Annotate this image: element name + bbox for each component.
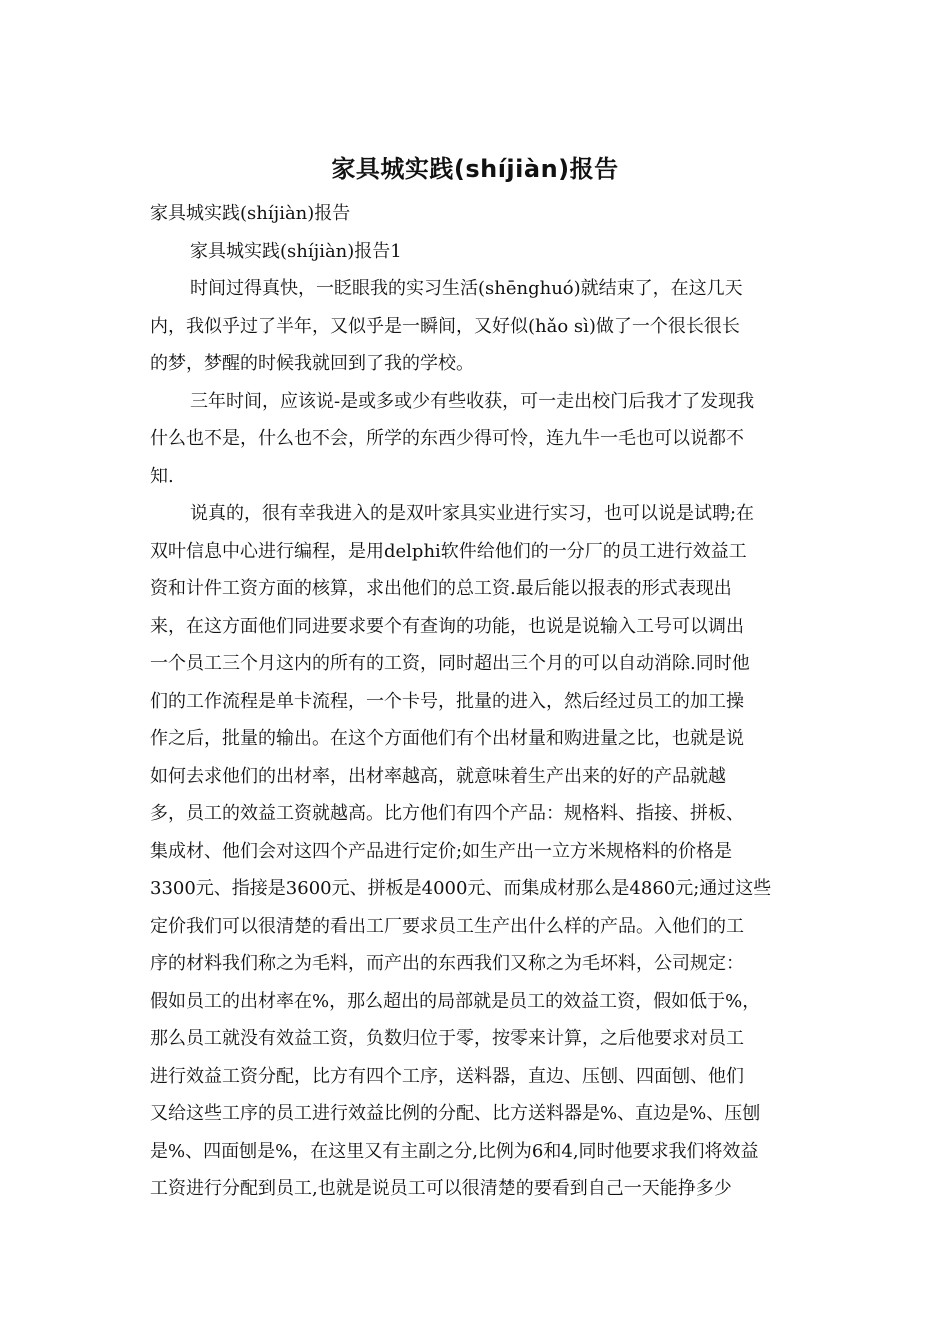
text-line: 时间过得真快，一眨眼我的实习生活(shēnghuó)就结束了，在这几天 [190, 278, 743, 299]
text-line: 假如员工的出材率在%，那么超出的局部就是员工的效益工资，假如低于%， [150, 990, 761, 1012]
text-line: 资和计件工资方面的核算，求出他们的总工资.最后能以报表的形式表现出 [150, 578, 732, 599]
text-line: 什么也不是，什么也不会，所学的东西少得可怜，连九牛一毛也可以说都不 [150, 428, 744, 449]
text-line: 双叶信息中心进行编程，是用delphi软件给他们的一分厂的员工进行效益工 [150, 540, 747, 562]
text-line: 那么员工就没有效益工资，负数归位于零，按零来计算，之后他要求对员工 [150, 1028, 744, 1049]
text-line: 知. [150, 465, 174, 487]
text-line: 3300元、指接是3600元、拼板是4000元、而集成材那么是4860元;通过这些 [150, 878, 772, 899]
text-line: 如何去求他们的出材率，出材率越高，就意味着生产出来的好的产品就越 [150, 765, 726, 787]
text-line: 家具城实践(shíjiàn)报告 [150, 203, 351, 224]
text-line: 说真的，很有幸我进入的是双叶家具实业进行实习，也可以说是试聘;在 [190, 503, 755, 524]
document-body [150, 195, 802, 1208]
text-line: 作之后，批量的输出。在这个方面他们有个出材量和购进量之比，也就是说 [150, 728, 744, 749]
text-line: 进行效益工资分配，比方有四个工序，送料器，直边、压刨、四面刨、他们 [150, 1065, 744, 1087]
text-line: 工资进行分配到员工,也就是说员工可以很清楚的要看到自己一天能挣多少 [150, 1178, 732, 1199]
text-line: 序的材料我们称之为毛料，而产出的东西我们又称之为毛坏料，公司规定： [150, 953, 744, 974]
document-title: 家具城实践(shíjiàn)报告 [331, 155, 619, 183]
text-line: 们的工作流程是单卡流程，一个卡号，批量的进入，然后经过员工的加工操 [150, 690, 744, 712]
text-line: 一个员工三个月这内的所有的工资，同时超出三个月的可以自动消除.同时他 [150, 653, 750, 674]
text-line: 来，在这方面他们同进要求要个有查询的功能，也说是说输入工号可以调出 [150, 615, 744, 637]
text-line: 三年时间，应该说-是或多或少有些收获，可一走出校门后我才了发现我 [190, 390, 755, 412]
text-line: 集成材、他们会对这四个产品进行定价;如生产出一立方米规格料的价格是 [150, 840, 733, 862]
text-line: 定价我们可以很清楚的看出工厂要求员工生产出什么样的产品。入他们的工 [150, 915, 744, 937]
text-line: 内，我似乎过了半年，又似乎是一瞬间，又好似(hǎo sì)做了一个很长很长 [150, 315, 740, 337]
text-line: 又给这些工序的员工进行效益比例的分配、比方送料器是%、直边是%、压刨 [150, 1103, 761, 1124]
text-line: 家具城实践(shíjiàn)报告1 [190, 240, 402, 262]
text-line: 的梦，梦醒的时候我就回到了我的学校。 [150, 353, 474, 374]
text-line: 是%、四面刨是%，在这里又有主副之分,比例为6和4,同时他要求我们将效益 [150, 1140, 759, 1162]
text-line: 多，员工的效益工资就越高。比方他们有四个产品：规格料、指接、拼板、 [150, 803, 744, 824]
